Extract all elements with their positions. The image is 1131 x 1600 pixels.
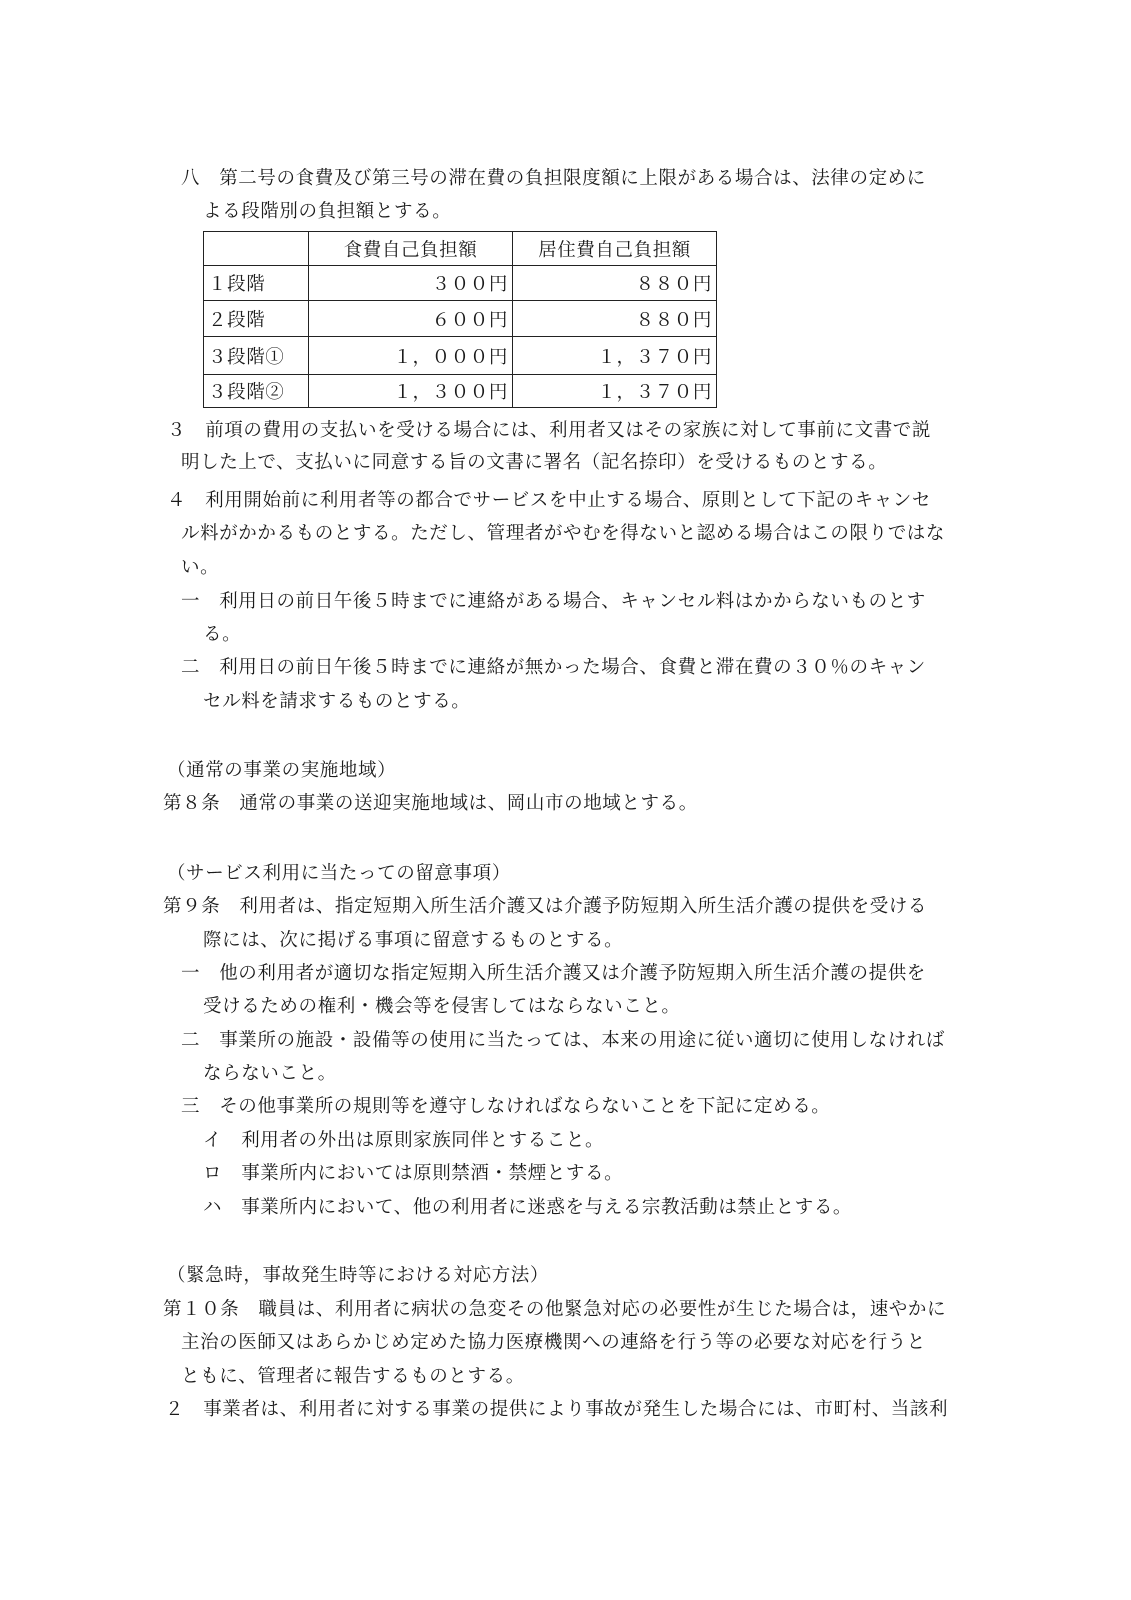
- table-row: [204, 301, 717, 337]
- article9-sub3: 三 その他事業所の規則等を遵守しなければならないことを下記に定める。: [181, 1096, 831, 1117]
- table-cell-stay: ８８０円: [513, 266, 717, 301]
- article9-sub1-line1: 一 他の利用者が適切な指定短期入所生活介護又は介護予防短期入所生活介護の提供を: [181, 963, 926, 984]
- article9-sub3-ro: ロ 事業所内においては原則禁酒・禁煙とする。: [203, 1163, 624, 1184]
- table-header-cell: 居住費自己負担額: [513, 232, 717, 266]
- article10-line3: ともに、管理者に報告するものとする。: [181, 1366, 525, 1387]
- article9-line1: 第９条 利用者は、指定短期入所生活介護又は介護予防短期入所生活介護の提供を受ける: [163, 896, 928, 917]
- para3-line1: ３ 前項の費用の支払いを受ける場合には、利用者又はその家族に対して事前に文書で説: [167, 420, 932, 441]
- para4-line1: ４ 利用開始前に利用者等の都合でサービスを中止する場合、原則として下記のキャンセ: [167, 490, 932, 511]
- article9-heading: （サービス利用に当たっての留意事項）: [167, 863, 511, 884]
- para3-line2: 明した上で、支払いに同意する旨の文書に署名（記名捺印）を受けるものとする。: [181, 452, 888, 473]
- article9-sub1-line2: 受けるための権利・機会等を侵害してはならないこと。: [203, 996, 681, 1017]
- para4-sub2-line1: 二 利用日の前日午後５時までに連絡が無かった場合、食費と滞在費の３０％のキャン: [181, 657, 926, 678]
- table-cell-food: ６００円: [309, 301, 513, 337]
- table-row: [204, 266, 717, 301]
- para4-sub2-line2: セル料を請求するものとする。: [203, 691, 471, 712]
- table-cell-label: １段階: [204, 266, 309, 301]
- article9-sub2-line1: 二 事業所の施設・設備等の使用に当たっては、本来の用途に従い適切に使用しなければ: [181, 1030, 946, 1051]
- article9-sub2-line2: ならないこと。: [203, 1063, 337, 1084]
- article8-text: 第８条 通常の事業の送迎実施地域は、岡山市の地域とする。: [163, 793, 698, 814]
- article10-line2: 主治の医師又はあらかじめ定めた協力医療機関への連絡を行う等の必要な対応を行うと: [181, 1332, 926, 1353]
- table-row: [204, 375, 717, 408]
- table-header-cell: 食費自己負担額: [309, 232, 513, 266]
- article10-heading: （緊急時，事故発生時等における対応方法）: [167, 1265, 550, 1286]
- table-cell-label: ３段階①: [204, 337, 309, 375]
- table-header-row: [204, 232, 717, 266]
- para4-line3: い。: [181, 557, 220, 578]
- item8-line1: 八 第二号の食費及び第三号の滞在費の負担限度額に上限がある場合は、法律の定めに: [181, 168, 926, 189]
- table-header-cell: [204, 232, 309, 266]
- article10-para2: ２ 事業者は、利用者に対する事業の提供により事故が発生した場合には、市町村、当該利: [165, 1399, 949, 1420]
- table-row: [204, 337, 717, 375]
- item8-line2: よる段階別の負担額とする。: [203, 201, 452, 222]
- table-cell-label: ３段階②: [204, 375, 309, 408]
- table-cell-food: ３００円: [309, 266, 513, 301]
- table-cell-stay: ８８０円: [513, 301, 717, 337]
- article10-line1: 第１０条 職員は、利用者に病状の急変その他緊急対応の必要性が生じた場合は，速やかに: [163, 1299, 947, 1320]
- article8-heading: （通常の事業の実施地域）: [167, 760, 397, 781]
- fee-table: [203, 231, 717, 408]
- table-cell-stay: １，３７０円: [513, 375, 717, 408]
- article9-line2: 際には、次に掲げる事項に留意するものとする。: [203, 930, 624, 951]
- para4-sub1-line2: る。: [203, 624, 242, 645]
- para4-line2: ル料がかかるものとする。ただし、管理者がやむを得ないと認める場合はこの限りではな: [181, 523, 946, 544]
- table-cell-food: １，３００円: [309, 375, 513, 408]
- article9-sub3-ha: ハ 事業所内において、他の利用者に迷惑を与える宗教活動は禁止とする。: [203, 1197, 853, 1218]
- table-cell-label: ２段階: [204, 301, 309, 337]
- table-cell-food: １，０００円: [309, 337, 513, 375]
- table-cell-stay: １，３７０円: [513, 337, 717, 375]
- article9-sub3-i: イ 利用者の外出は原則家族同伴とすること。: [203, 1130, 605, 1151]
- para4-sub1-line1: 一 利用日の前日午後５時までに連絡がある場合、キャンセル料はかからないものとす: [181, 591, 926, 612]
